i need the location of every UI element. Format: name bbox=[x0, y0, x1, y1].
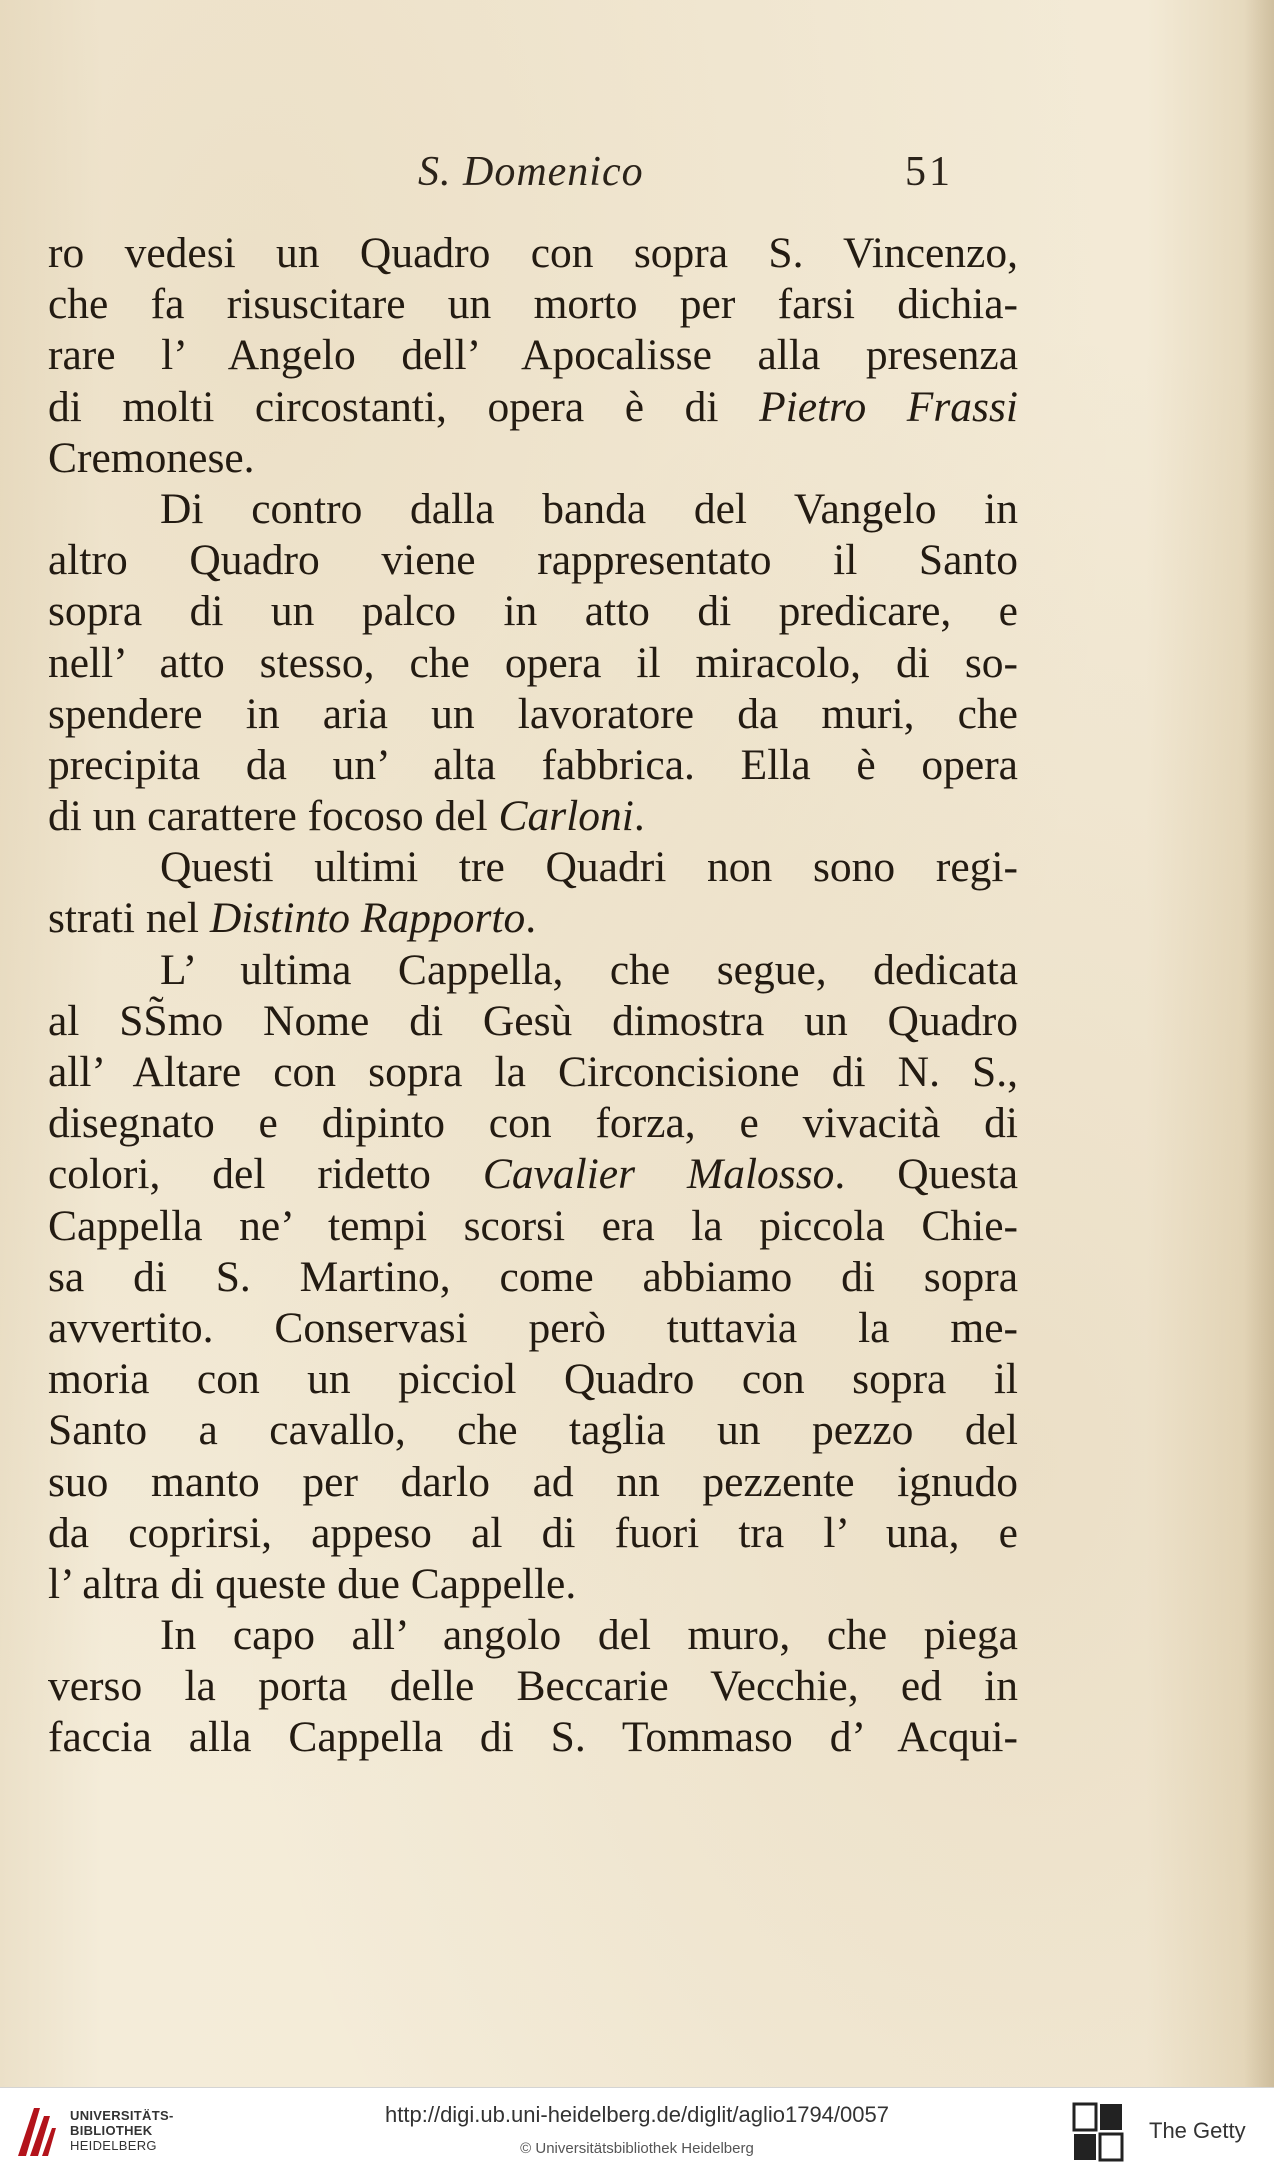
text-line bbox=[48, 1457, 1018, 1508]
text-line bbox=[48, 1354, 1018, 1405]
text-run: sa di S. Martino, come abbiamo di sopra bbox=[48, 1252, 1018, 1301]
text-run: che fa risuscitare un morto per farsi dichia- bbox=[48, 280, 1018, 329]
text-run: disegnato e dipinto con forza, e vivacità di bbox=[48, 1099, 1018, 1148]
italic-name: Distinto Rapporto bbox=[209, 894, 526, 943]
text-line bbox=[48, 638, 1018, 689]
text-line bbox=[48, 330, 1018, 381]
permalink-url[interactable]: http://digi.ub.uni-heidelberg.de/diglit/aglio1794/0057 bbox=[385, 2102, 889, 2127]
text-run: precipita da un’ alta fabbrica. Ella è opera bbox=[48, 740, 1018, 789]
text-run: Cremonese. bbox=[48, 433, 255, 482]
text-run: di molti circostanti, opera è di bbox=[48, 382, 760, 431]
partner-name: The Getty bbox=[1149, 2118, 1246, 2143]
library-name: UNIVERSITÄTS- BIBLIOTHEK HEIDELBERG bbox=[70, 2108, 174, 2153]
text-run: altro Quadro viene rappresentato il Santo bbox=[48, 536, 1018, 585]
text-line bbox=[48, 1405, 1018, 1456]
text-run: al SS̃mo Nome di Gesù dimostra un Quadro bbox=[48, 996, 1018, 1045]
text-run: ro vedesi un Quadro con sopra S. Vincenzo, bbox=[48, 229, 1018, 277]
text-line bbox=[48, 1252, 1018, 1303]
getty-logo-icon bbox=[1072, 2102, 1124, 2164]
copyright-notice: © Universitätsbibliothek Heidelberg bbox=[520, 2140, 754, 2157]
text-line bbox=[48, 1201, 1018, 1252]
text-line bbox=[48, 279, 1018, 330]
text-run: avvertito. Conservasi però tuttavia la me- bbox=[48, 1303, 1018, 1352]
text-run: l’ altra di queste due Cappelle. bbox=[48, 1559, 577, 1608]
text-run: moria con un picciol Quadro con sopra il bbox=[48, 1355, 1018, 1404]
text-line bbox=[48, 1559, 1018, 1610]
text-line bbox=[48, 433, 1018, 484]
text-line bbox=[48, 842, 1018, 893]
italic-name: Carloni bbox=[498, 792, 634, 841]
text-run: L’ ultima Cappella, che segue, dedicata bbox=[160, 945, 1018, 994]
text-run: . Questa bbox=[834, 1150, 1018, 1199]
text-line bbox=[48, 996, 1018, 1047]
italic-name: Cavalier Malosso bbox=[482, 1150, 835, 1199]
text-line bbox=[48, 1610, 1018, 1661]
footer bbox=[0, 2087, 1274, 2178]
text-run: . bbox=[633, 792, 645, 841]
text-line bbox=[48, 1047, 1018, 1098]
text-line bbox=[48, 740, 1018, 791]
text-line bbox=[48, 893, 1018, 944]
text-run: Cappella ne’ tempi scorsi era la piccola Chie- bbox=[48, 1201, 1018, 1250]
text-run: verso la porta delle Beccarie Vecchie, ed in bbox=[48, 1662, 1018, 1711]
text-line bbox=[48, 1149, 1018, 1200]
text-run: Questi ultimi tre Quadri non sono regi- bbox=[160, 843, 1018, 892]
text-run: strati nel bbox=[48, 894, 210, 943]
running-head-title: S. Domenico bbox=[418, 149, 644, 195]
italic-name: Pietro Frassi bbox=[759, 382, 1019, 431]
text-run: rare l’ Angelo dell’ Apocalisse alla presenza bbox=[48, 331, 1018, 380]
text-line bbox=[48, 689, 1018, 740]
text-run: Di contro dalla banda del Vangelo in bbox=[160, 484, 1018, 533]
text-run: Santo a cavallo, che taglia un pezzo del bbox=[48, 1406, 1018, 1455]
text-line bbox=[48, 586, 1018, 637]
text-run: suo manto per darlo ad nn pezzente ignudo bbox=[48, 1457, 1018, 1506]
text-line bbox=[48, 535, 1018, 586]
running-head bbox=[0, 148, 1274, 208]
text-run: colori, del ridetto bbox=[48, 1150, 483, 1199]
page-number: 51 bbox=[905, 149, 953, 195]
text-line bbox=[48, 791, 1018, 842]
text-line bbox=[48, 1508, 1018, 1559]
body-text bbox=[48, 228, 1018, 1764]
text-run: all’ Altare con sopra la Circoncisione di N. S., bbox=[48, 1048, 1018, 1096]
text-run: di un carattere focoso del bbox=[48, 792, 499, 841]
text-line bbox=[48, 382, 1018, 433]
text-line bbox=[48, 228, 1018, 279]
text-line bbox=[48, 484, 1018, 535]
text-line bbox=[48, 1303, 1018, 1354]
text-line bbox=[48, 1712, 1018, 1763]
text-run: nell’ atto stesso, che opera il miracolo, di so- bbox=[48, 638, 1018, 687]
text-run: sopra di un palco in atto di predicare, e bbox=[48, 587, 1018, 636]
text-run: . bbox=[525, 894, 537, 943]
text-line bbox=[48, 945, 1018, 996]
text-run: da coprirsi, appeso al di fuori tra l’ una, e bbox=[48, 1508, 1018, 1557]
text-run: In capo all’ angolo del muro, che piega bbox=[160, 1611, 1018, 1660]
text-run: spendere in aria un lavoratore da muri, che bbox=[48, 689, 1018, 738]
text-line bbox=[48, 1661, 1018, 1712]
text-run: faccia alla Cappella di S. Tommaso d’ Acqui- bbox=[48, 1713, 1018, 1762]
text-line bbox=[48, 1098, 1018, 1149]
